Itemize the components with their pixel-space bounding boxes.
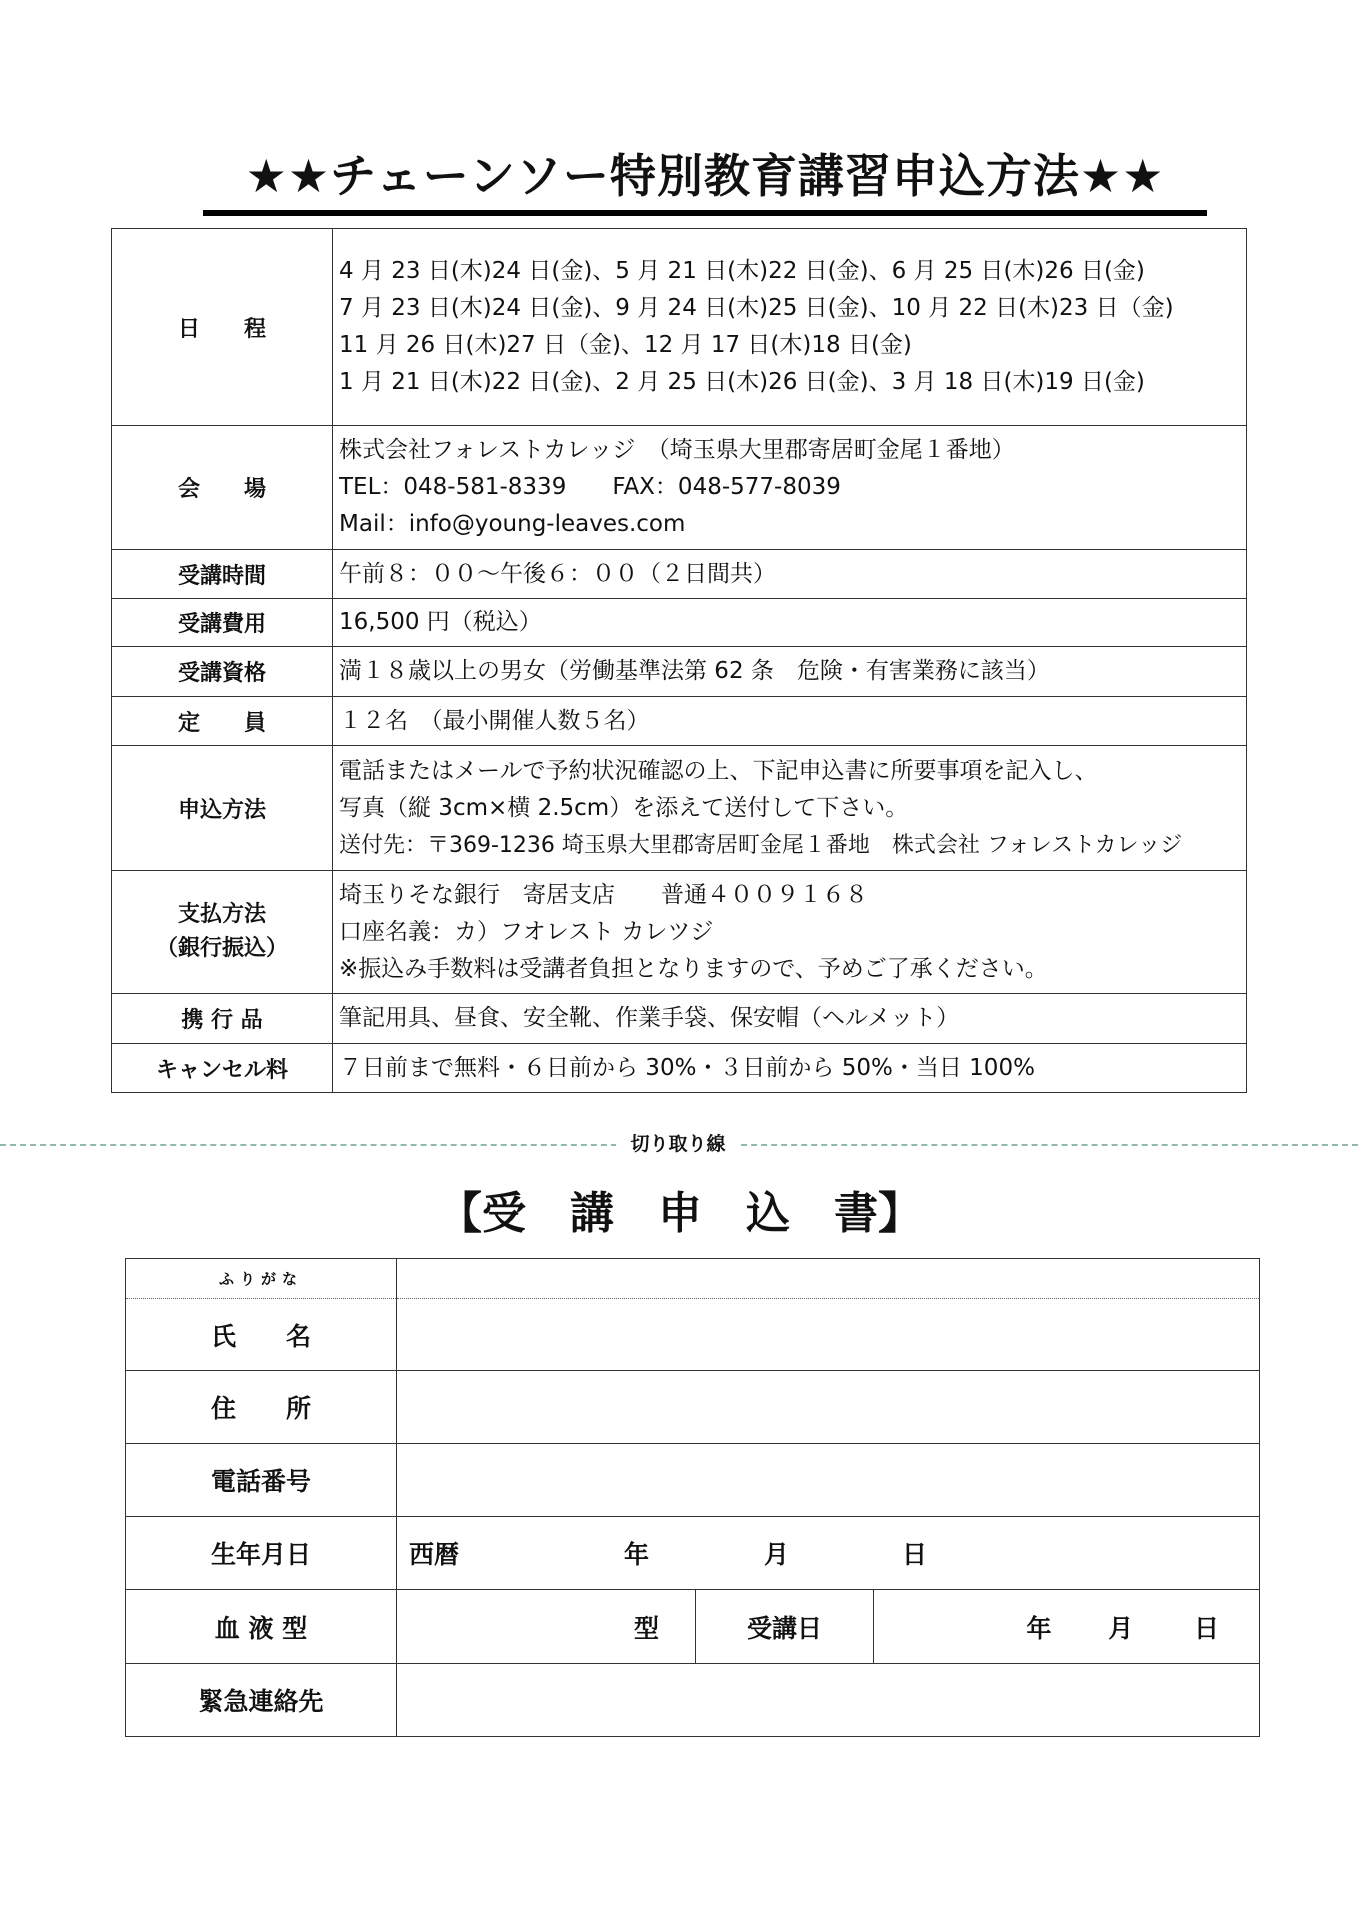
birthdate-field[interactable]	[397, 1517, 1260, 1590]
venue-label: 会 場	[112, 426, 333, 550]
attend-year-unit: 年	[1026, 1613, 1052, 1643]
eligibility-value: 満１８歳以上の男女（労働基準法第 62 条 危険・有害業務に該当）	[333, 647, 1247, 697]
furigana-field[interactable]	[397, 1259, 1260, 1299]
row-items	[112, 994, 1247, 1044]
address-label: 住 所	[126, 1371, 397, 1444]
row-eligibility	[112, 647, 1247, 697]
row-blood-attend	[126, 1590, 1260, 1664]
row-payment	[112, 871, 1247, 994]
row-fee	[112, 599, 1247, 647]
items-value: 筆記用具、昼食、安全靴、作業手袋、保安帽（ヘルメット）	[333, 994, 1247, 1044]
application-form-table	[125, 1258, 1260, 1737]
address-field[interactable]	[397, 1371, 1260, 1444]
cancel-label: キャンセル料	[112, 1044, 333, 1093]
row-emergency	[126, 1664, 1260, 1737]
schedule-value	[333, 229, 1247, 426]
furigana-label: ふりがな	[126, 1259, 397, 1299]
items-label: 携 行 品	[112, 994, 333, 1044]
row-name	[126, 1299, 1260, 1371]
schedule-line: 4 月 23 日(木)24 日(金)、5 月 21 日(木)22 日(金)、6 月 25 日(木)26 日(金)	[339, 258, 1145, 284]
eligibility-label: 受講資格	[112, 647, 333, 697]
row-birthdate	[126, 1517, 1260, 1590]
schedule-line: 1 月 21 日(木)22 日(金)、2 月 25 日(木)26 日(金)、3 月 18 日(木)19 日(金)	[339, 369, 1145, 395]
birthdate-year-unit: 年	[624, 1540, 650, 1569]
cancel-value: ７日前まで無料・６日前から 30%・３日前から 50%・当日 100%	[333, 1044, 1247, 1093]
venue-address: 株式会社フォレストカレッジ （埼玉県大里郡寄居町金尾１番地）	[339, 437, 1015, 463]
name-field[interactable]	[397, 1299, 1260, 1371]
blood-type-label: 血 液 型	[126, 1590, 397, 1664]
venue-value	[333, 426, 1247, 550]
row-application	[112, 746, 1247, 871]
application-line: 送付先：〒369-1236 埼玉県大里郡寄居町金尾１番地 株式会社 フォレストカレッジ	[339, 832, 1183, 858]
attend-date-label: 受講日	[696, 1590, 874, 1663]
course-info-table	[111, 228, 1247, 1093]
row-hours	[112, 550, 1247, 599]
birthdate-era: 西暦	[409, 1540, 460, 1569]
row-capacity	[112, 697, 1247, 746]
form-title: 【受 講 申 込 書】	[438, 1188, 922, 1239]
blood-type-field[interactable]	[397, 1590, 696, 1663]
attend-date-field[interactable]	[874, 1590, 1260, 1663]
birthdate-label: 生年月日	[126, 1517, 397, 1590]
venue-mail: Mail：info@young-leaves.com	[339, 511, 686, 537]
row-furigana	[126, 1259, 1260, 1299]
hours-value: 午前８：００～午後６：００（２日間共）	[333, 550, 1247, 599]
application-value	[333, 746, 1247, 871]
page-title: ★★チェーンソー特別教育講習申込方法★★	[245, 149, 1165, 203]
attend-day-unit: 日	[1193, 1613, 1219, 1643]
fee-value: 16,500 円（税込）	[333, 599, 1247, 647]
row-venue	[112, 426, 1247, 550]
payment-label-sub: （銀行振込）	[155, 936, 288, 961]
emergency-contact-field[interactable]	[397, 1664, 1260, 1737]
row-cancel	[112, 1044, 1247, 1093]
hours-label: 受講時間	[112, 550, 333, 599]
application-line: 写真（縦 3cm×横 2.5cm）を添えて送付して下さい。	[339, 794, 909, 821]
payment-value	[333, 871, 1247, 994]
birthdate-parts	[397, 1535, 1259, 1571]
payment-label-main: 支払方法	[177, 902, 266, 927]
account-holder: 口座名義：カ）フオレスト カレツジ	[339, 918, 714, 945]
application-line: 電話またはメールで予約状況確認の上、下記申込書に所要事項を記入し、	[339, 757, 1098, 784]
fee-label: 受講費用	[112, 599, 333, 647]
venue-phone-fax: TEL：048-581-8339 FAX：048-577-8039	[339, 474, 841, 500]
phone-label: 電話番号	[126, 1444, 397, 1517]
payment-label	[112, 871, 333, 994]
fee-note: ※振込み手数料は受講者負担となりますので、予めご了承ください。	[339, 955, 1048, 982]
schedule-label: 日 程	[112, 229, 333, 426]
schedule-line: 7 月 23 日(木)24 日(金)、9 月 24 日(木)25 日(金)、10 月 22 日(木)23 日（金)	[339, 295, 1174, 321]
blood-type-suffix: 型	[633, 1613, 659, 1643]
cut-line-label: 切り取り線	[616, 1126, 740, 1162]
birthdate-day-unit: 日	[902, 1540, 928, 1569]
row-address	[126, 1371, 1260, 1444]
blood-attend-subtable	[397, 1590, 1259, 1663]
schedule-line: 11 月 26 日(木)27 日（金)、12 月 17 日(木)18 日(金)	[339, 332, 912, 358]
attend-month-unit: 月	[1108, 1613, 1134, 1643]
blood-attend-cell	[397, 1590, 1260, 1664]
row-schedule	[112, 229, 1247, 426]
title-underline	[203, 210, 1207, 216]
application-label: 申込方法	[112, 746, 333, 871]
birthdate-month-unit: 月	[764, 1540, 790, 1569]
name-label: 氏 名	[126, 1299, 397, 1371]
row-phone	[126, 1444, 1260, 1517]
phone-field[interactable]	[397, 1444, 1260, 1517]
bank-account: 埼玉りそな銀行 寄居支店 普通４００９１６８	[339, 881, 868, 908]
capacity-value: １２名 （最小開催人数５名）	[333, 697, 1247, 746]
emergency-contact-label: 緊急連絡先	[126, 1664, 397, 1737]
capacity-label: 定 員	[112, 697, 333, 746]
